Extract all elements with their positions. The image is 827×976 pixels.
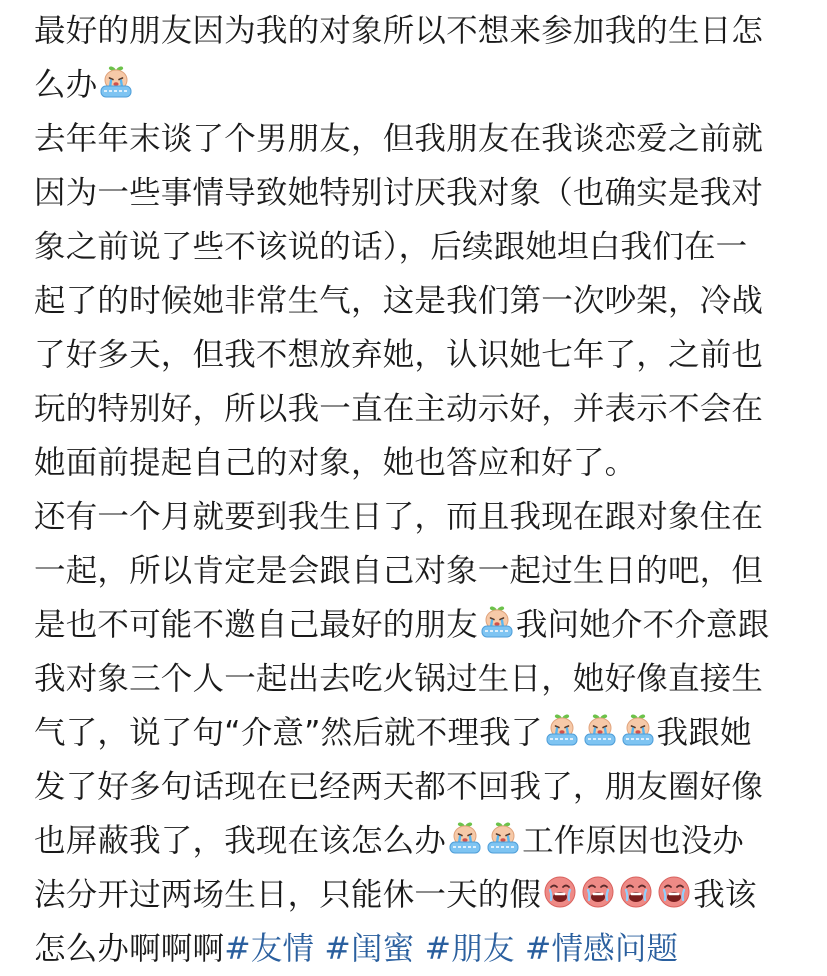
paragraph-line: 是也不可能不邀自己最好的朋友 我问她介不介意跟 <box>34 598 794 652</box>
post-title-line: 么办 <box>34 58 794 112</box>
sobbing-face-emoji-icon <box>542 873 578 911</box>
hashtag-link[interactable]: #友情 <box>224 931 315 967</box>
paragraph-line: 气了，说了句“介意”然后就不理我了 我跟她 <box>34 706 794 760</box>
crying-blanket-emoji-icon <box>485 819 521 857</box>
paragraph-line: 她面前提起自己的对象，她也答应和好了。 <box>34 445 637 481</box>
sobbing-face-emoji-icon <box>580 873 616 911</box>
paragraph-line: 玩的特别好，所以我一直在主动示好，并表示不会在 <box>34 391 764 427</box>
sobbing-face-emoji-icon <box>656 873 692 911</box>
crying-blanket-emoji-icon <box>447 819 483 857</box>
paragraph-line: 起了的时候她非常生气，这是我们第一次吵架，冷战 <box>34 283 764 319</box>
crying-blanket-emoji-icon <box>479 603 515 641</box>
paragraph-line: 去年年末谈了个男朋友，但我朋友在我谈恋爱之前就 <box>34 121 764 157</box>
crying-blanket-emoji-icon <box>98 63 134 101</box>
paragraph-line: 因为一些事情导致她特别讨厌我对象（也确实是我对 <box>34 175 764 211</box>
paragraph-line: 法分开过两场生日，只能休一天的假 我该 <box>34 868 794 922</box>
paragraph-line: 发了好多句话现在已经两天都不回我了，朋友圈好像 <box>34 769 764 805</box>
hashtag-link[interactable]: #情感问题 <box>524 931 679 967</box>
paragraph-line: 象之前说了些不该说的话），后续跟她坦白我们在一 <box>34 229 748 265</box>
crying-blanket-emoji-icon <box>544 711 580 749</box>
paragraph-line: 我对象三个人一起出去吃火锅过生日，她好像直接生 <box>34 661 764 697</box>
paragraph-line: 也屏蔽我了，我现在该怎么办 工作原因也没办 <box>34 814 794 868</box>
crying-blanket-emoji-icon <box>620 711 656 749</box>
hashtag-link[interactable]: #朋友 <box>424 931 515 967</box>
crying-blanket-emoji-icon <box>582 711 618 749</box>
paragraph-line: 一起，所以肯定是会跟自己对象一起过生日的吧，但 <box>34 553 764 589</box>
post-body <box>34 4 794 976</box>
post-title-line: 最好的朋友因为我的对象所以不想来参加我的生日怎 <box>34 13 764 49</box>
sobbing-face-emoji-icon <box>618 873 654 911</box>
paragraph-line: 了好多天，但我不想放弃她，认识她七年了，之前也 <box>34 337 764 373</box>
paragraph-line: 怎么办啊啊啊#友情 #闺蜜 #朋友 #情感问题 <box>34 931 679 967</box>
paragraph-line: 还有一个月就要到我生日了，而且我现在跟对象住在 <box>34 499 764 535</box>
hashtag-link[interactable]: #闺蜜 <box>324 931 415 967</box>
